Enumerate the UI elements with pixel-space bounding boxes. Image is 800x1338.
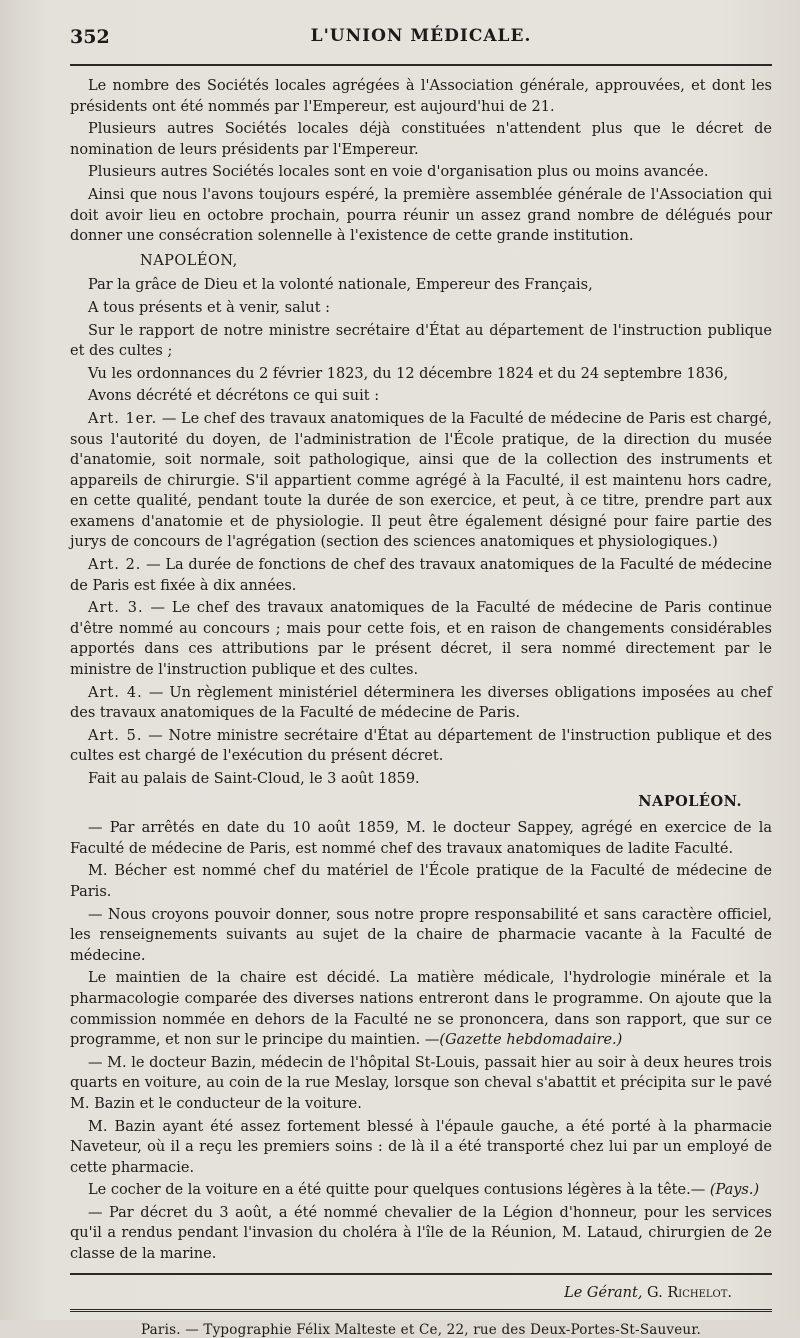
news-paragraph: — Par arrêtés en date du 10 août 1859, M. le docteur Sappey, agrégé en exercice de la Faculté de médecine de Paris, est nommé chef des travaux anatomiques de ladite Faculté. <box>70 820 772 857</box>
news-text: Le maintien de la chaire est décidé. La matière médicale, l'hydrologie minérale et la pharmacologie comparée des diverses nations entreront dans le programme. On ajoute que la commission nommée en dehors de la Faculté ne se prononcera, dans son rapport, que sur ce programme, et non sur le principe du maintien. — <box>70 970 772 1049</box>
decree-intro-line: A tous présents et à venir, salut : <box>88 299 331 316</box>
article-text: — La durée de fonctions de chef des travaux anatomiques de la Faculté de médecine de Paris est fixée à dix années. <box>70 557 773 594</box>
news-paragraph: M. Bécher est nommé chef du matériel de l'École pratique de la Faculté de médecine de Paris. <box>70 863 772 900</box>
article-text: — Le chef des travaux anatomiques de la Faculté de médecine de Paris continue d'être nommé au concours ; mais pour cette fois, et en raison de changements considérables apportés dans ces attributions par le présent décret, il sera nommé directement par le ministre de l'instruction publique et des cultes. <box>70 600 772 679</box>
gerant-signature <box>70 1285 732 1301</box>
news-source: (Pays.) <box>709 1182 760 1199</box>
article-label: Art. 2. <box>88 557 142 574</box>
intro-paragraph: Le nombre des Sociétés locales agrégées à l'Association générale, approuvées, et dont les présidents ont été nommés par l'Empereur, est aujourd'hui de 21. <box>70 78 772 115</box>
article-paragraph <box>70 598 772 680</box>
news-text: Le cocher de la voiture en a été quitte pour quelques contusions légères à la tête.— <box>88 1182 706 1199</box>
gerant-name: G. Richelot. <box>647 1284 732 1301</box>
article-body <box>70 76 772 1265</box>
news-paragraph: — M. le docteur Bazin, médecin de l'hôpital St-Louis, passait hier au soir à deux heures trois quarts en voiture, au coin de la rue Meslay, lorsque son cheval s'abattit et précipita sur le pavé M. Bazin et le conducteur de la voiture. <box>70 1054 772 1112</box>
article-paragraph <box>70 726 772 767</box>
article-label: Art. 5. <box>88 727 143 744</box>
article-paragraph <box>70 409 772 553</box>
decree-intro-line: Sur le rapport de notre ministre secrétaire d'État au département de l'instruction publique et des cultes ; <box>70 322 772 360</box>
article-text: — Le chef des travaux anatomiques de la Faculté de médecine de Paris est chargé, sous l'autorité du doyen, de l'administration de l'École pratique, de la direction du musée d'anatomie, soit normale, soit pathologique, ainsi que de la collection des instruments et appareils de chirurgie. S'il appartient comme agrégé à la Faculté, il est maintenu hors cadre, en cette qualité, pendant toute la durée de son exercice, et peut, à ce titre, prendre part aux examens d'anatomie et de physiologie. Il peut être également désigné pour faire partie des jurys de concours de l'agrégation (section des sciences anatomiques et physiologiques.) <box>70 410 772 551</box>
article-text: — Notre ministre secrétaire d'État au département de l'instruction publique et des cultes est chargé de l'exécution du présent décret. <box>70 727 772 765</box>
news-paragraph: — Nous croyons pouvoir donner, sous notre propre responsabilité et sans caractère officiel, les renseignements suivants au sujet de la chaire de pharmacie vacante à la Faculté de médecine. <box>70 906 772 964</box>
decree-intro-line: Par la grâce de Dieu et la volonté nationale, Empereur des Français, <box>88 277 593 294</box>
news-paragraph: — Par décret du 3 août, a été nommé chevalier de la Légion d'honneur, pour les services qu'il a rendus pendant l'invasion du choléra à l'île de la Réunion, M. Lataud, chirurgien de 2e classe de la marine. <box>70 1204 772 1263</box>
news-paragraph <box>70 968 772 1050</box>
decree-header: NAPOLÉON, <box>140 252 238 269</box>
article-text: — Un règlement ministériel déterminera les diverses obligations imposées au chef des travaux anatomiques de la Faculté de médecine de Paris. <box>70 684 772 722</box>
decree-signature: NAPOLÉON. <box>638 792 742 810</box>
article-paragraph <box>70 683 772 724</box>
article-label: Art. 4. <box>88 684 143 701</box>
decree-intro-line: Vu les ordonnances du 2 février 1823, du 12 décembre 1824 et du 24 septembre 1836, <box>88 365 729 382</box>
article-paragraph <box>70 555 772 596</box>
page-number: 352 <box>70 26 110 48</box>
running-title: L'UNION MÉDICALE. <box>310 26 532 46</box>
intro-paragraph: Ainsi que nous l'avons toujours espéré, la première assemblée générale de l'Association qui doit avoir lieu en octobre prochain, pourra réunir un assez grand nombre de délégués pour donner une consécration solennelle à l'existence de cette grande institution. <box>70 186 772 245</box>
header-rule <box>70 64 772 66</box>
body-end-rule <box>70 1273 772 1275</box>
footer-rule <box>70 1309 772 1312</box>
intro-paragraph: Plusieurs autres Sociétés locales sont en voie d'organisation plus ou moins avancée. <box>88 164 709 181</box>
news-paragraph: M. Bazin ayant été assez fortement blessé à l'épaule gauche, a été porté à la pharmacie Naveteur, où il a reçu les premiers soins : de là il a été transporté chez lui par un employé de cette pharmacie. <box>70 1118 772 1176</box>
article-label: Art. 3. <box>88 600 144 617</box>
decree-intro-line: Avons décrété et décrétons ce qui suit : <box>88 388 380 405</box>
news-paragraph <box>70 1180 772 1201</box>
news-source: (Gazette hebdomadaire.) <box>439 1032 623 1049</box>
decree-place-date: Fait au palais de Saint-Cloud, le 3 août 1859. <box>88 771 420 787</box>
article-label: Art. 1er. <box>88 410 158 427</box>
gerant-label: Le Gérant, <box>564 1284 643 1301</box>
printer-imprint: Paris. — Typographie Félix Malteste et Ce, 22, rue des Deux-Portes-St-Sauveur. <box>141 1321 701 1338</box>
intro-paragraph: Plusieurs autres Sociétés locales déjà constituées n'attendent plus que le décret de nomination de leurs présidents par l'Empereur. <box>70 121 772 158</box>
page-header <box>70 26 772 58</box>
